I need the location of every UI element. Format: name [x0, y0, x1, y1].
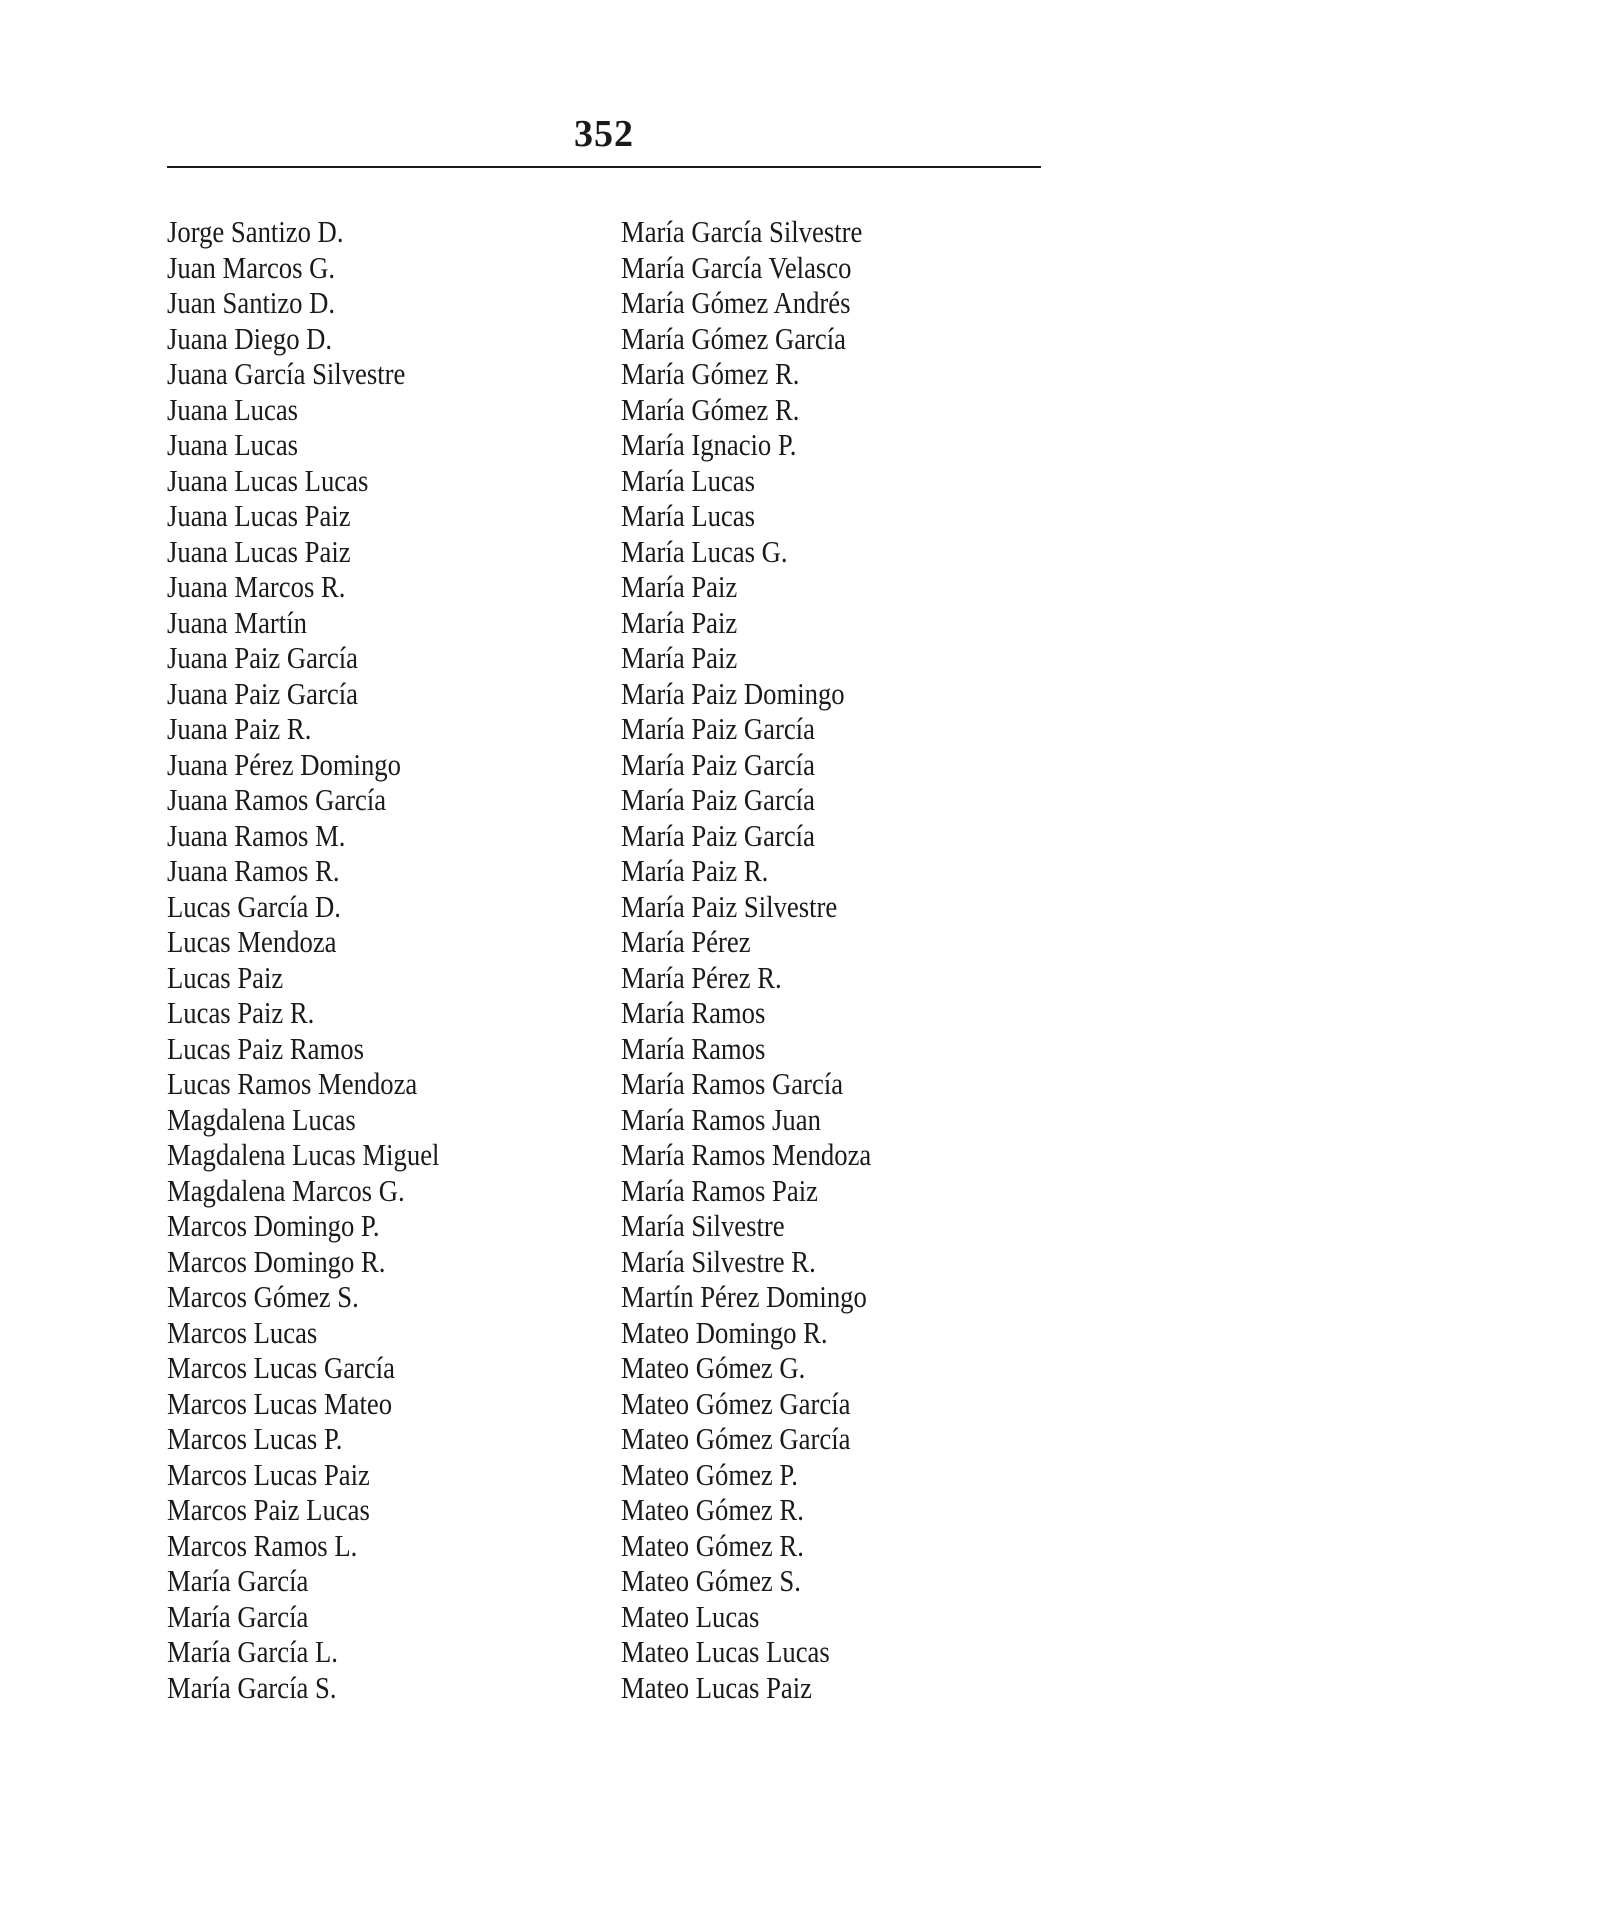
name-entry: Juana Ramos García: [167, 782, 387, 817]
name-entry: María Ignacio P.: [621, 427, 797, 462]
name-entry: María Paiz: [621, 604, 738, 640]
name-entry: Juana Paiz García: [167, 675, 358, 711]
name-entry: Juana Lucas Paiz: [167, 498, 351, 533]
name-entry: Juana Lucas Paiz: [167, 533, 351, 569]
name-entry: Marcos Lucas García: [167, 1350, 395, 1385]
name-entry: Juana García Silvestre: [167, 356, 406, 391]
name-entry: María Ramos García: [621, 1066, 844, 1101]
name-list-right-column: [621, 214, 1061, 1705]
name-entry: María Silvestre: [621, 1208, 785, 1243]
name-entry: María Gómez García: [621, 320, 847, 356]
name-entry: María Lucas: [621, 462, 755, 498]
name-entry: Jorge Santizo D.: [167, 214, 344, 249]
name-entry: María Pérez: [621, 924, 751, 959]
name-entry: María Gómez R.: [621, 391, 800, 427]
name-entry: Lucas Ramos Mendoza: [167, 1066, 418, 1101]
name-entry: Martín Pérez Domingo: [621, 1279, 867, 1314]
name-entry: María Paiz: [621, 640, 738, 675]
name-entry: Juana Paiz García: [167, 640, 358, 675]
name-entry: María Gómez Andrés: [621, 285, 851, 320]
name-entry: Mateo Gómez S.: [621, 1563, 801, 1598]
name-entry: María Paiz García: [621, 711, 815, 746]
name-entry: Mateo Lucas Paiz: [621, 1669, 813, 1705]
name-entry: María Ramos Juan: [621, 1101, 821, 1137]
name-entry: Magdalena Lucas: [167, 1101, 356, 1137]
name-entry: María Paiz García: [621, 817, 815, 853]
name-entry: Mateo Gómez P.: [621, 1456, 798, 1492]
name-entry: Mateo Gómez R.: [621, 1527, 804, 1563]
name-entry: Juana Marcos R.: [167, 569, 346, 604]
name-entry: Juana Pérez Domingo: [167, 746, 401, 782]
name-entry: Marcos Domingo R.: [167, 1243, 386, 1279]
name-entry: María Lucas G.: [621, 533, 788, 569]
name-entry: Magdalena Marcos G.: [167, 1172, 405, 1208]
name-entry: Juana Ramos M.: [167, 817, 346, 853]
name-entry: María Paiz R.: [621, 853, 769, 888]
name-entry: Juana Lucas: [167, 427, 299, 462]
name-entry: Lucas Paiz: [167, 959, 284, 995]
name-entry: Marcos Lucas Mateo: [167, 1385, 393, 1421]
name-entry: María García: [167, 1563, 309, 1598]
name-entry: Marcos Domingo P.: [167, 1208, 380, 1243]
name-entry: Juana Martín: [167, 604, 307, 640]
name-entry: María Paiz Silvestre: [621, 888, 838, 924]
page-number: 352: [574, 113, 634, 155]
name-entry: Juana Paiz R.: [167, 711, 312, 746]
name-entry: María García Velasco: [621, 249, 852, 285]
name-entry: María Ramos: [621, 995, 766, 1030]
name-entry: Juana Diego D.: [167, 320, 333, 356]
name-entry: Juan Marcos G.: [167, 249, 336, 285]
name-entry: Marcos Lucas: [167, 1314, 318, 1350]
name-entry: María García: [167, 1598, 309, 1634]
name-entry: María Ramos Paiz: [621, 1172, 818, 1208]
name-entry: María Paiz Domingo: [621, 675, 845, 711]
name-list-left-column: [167, 214, 587, 1705]
name-entry: Mateo Lucas Lucas: [621, 1634, 830, 1669]
name-entry: María García S.: [167, 1669, 337, 1705]
name-entry: Mateo Lucas: [621, 1598, 760, 1634]
name-entry: María Ramos Mendoza: [621, 1137, 872, 1172]
name-entry: Marcos Lucas P.: [167, 1421, 343, 1456]
name-entry: Marcos Gómez S.: [167, 1279, 359, 1314]
name-entry: María Ramos: [621, 1030, 766, 1066]
name-entry: Marcos Lucas Paiz: [167, 1456, 370, 1492]
name-entry: Marcos Paiz Lucas: [167, 1492, 370, 1527]
name-entry: Mateo Gómez García: [621, 1385, 851, 1421]
name-entry: María García Silvestre: [621, 214, 863, 249]
name-entry: María Paiz García: [621, 782, 815, 817]
name-entry: Juana Lucas: [167, 391, 299, 427]
name-entry: Lucas Mendoza: [167, 924, 337, 959]
name-entry: María Silvestre R.: [621, 1243, 816, 1279]
header-rule: [167, 166, 1041, 168]
name-entry: María Pérez R.: [621, 959, 782, 995]
name-entry: María García L.: [167, 1634, 338, 1669]
name-entry: Lucas Paiz R.: [167, 995, 315, 1030]
name-entry: Mateo Gómez R.: [621, 1492, 804, 1527]
name-entry: Lucas García D.: [167, 888, 341, 924]
name-entry: María Gómez R.: [621, 356, 800, 391]
name-entry: Juan Santizo D.: [167, 285, 336, 320]
name-entry: Marcos Ramos L.: [167, 1527, 358, 1563]
name-entry: Lucas Paiz Ramos: [167, 1030, 364, 1066]
name-entry: Mateo Gómez G.: [621, 1350, 806, 1385]
name-entry: María Lucas: [621, 498, 755, 533]
name-entry: Juana Ramos R.: [167, 853, 340, 888]
name-entry: Mateo Gómez García: [621, 1421, 851, 1456]
name-entry: Juana Lucas Lucas: [167, 462, 369, 498]
name-entry: María Paiz García: [621, 746, 815, 782]
name-entry: Mateo Domingo R.: [621, 1314, 828, 1350]
name-entry: María Paiz: [621, 569, 738, 604]
name-entry: Magdalena Lucas Miguel: [167, 1137, 440, 1172]
